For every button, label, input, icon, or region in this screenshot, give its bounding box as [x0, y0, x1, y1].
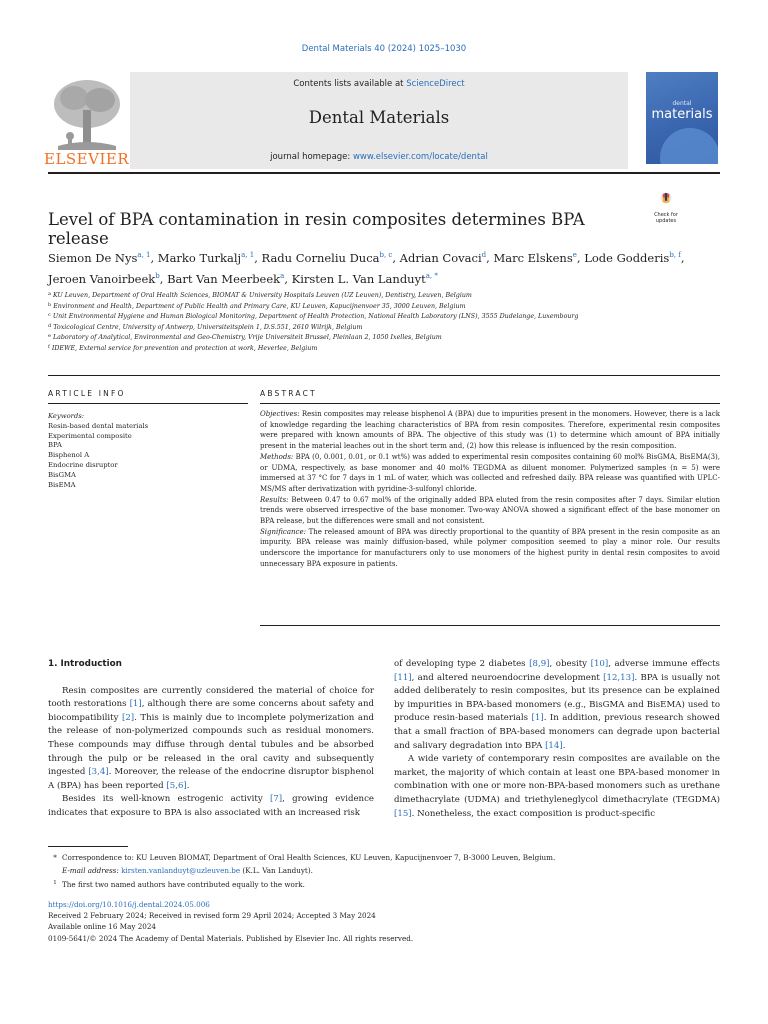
author-name[interactable]: Kirsten L. Van Landuyt [291, 272, 426, 286]
author-name[interactable]: Adrian Covaci [399, 251, 482, 265]
affiliation-item [48, 301, 708, 312]
abstract-section [260, 452, 720, 495]
abstract-section-label: Methods: [260, 452, 294, 461]
equal-contribution-text: The first two named authors have contributed equally to the work. [62, 880, 305, 889]
cover-title-small: dental [672, 100, 692, 107]
email-label: E-mail address: [62, 865, 122, 875]
cover-title-large: materials [651, 107, 713, 122]
body-paragraph: Resin composites are currently considered the material of choice for tooth restorations [1], although there are some concerns about safety and biocompatibility [2]. This is mainly due to incomplete polymerization and the release of non-polymerized compounds such as residual monomers. These compounds may diffuse through dental tubules and be absorbed through the pulp or be released in the oral cavity and subsequently ingested [3,4]. Moreover, the release of the endocrine disruptor bisphenol A (BPA) has been reported [5,6]. [48, 685, 375, 791]
journal-homepage-link[interactable]: www.elsevier.com/locate/dental [352, 152, 488, 162]
body-column-right [394, 658, 720, 821]
author-affiliation-marker[interactable]: b, c [379, 251, 393, 259]
abstract-section-label: Results: [260, 495, 289, 504]
cover-decoration [660, 128, 718, 164]
citation-link[interactable]: [1] [531, 713, 544, 724]
abstract-section-text: Resin composites may release bisphenol A (BPA) due to impurities present in the monomers. However, there is a lack of knowledge regarding the leaching characteristics of BPA from resin composites. Therefore, experimental resin composites were prepared with known amounts of BPA. The objective of this study was (1) to determine which amount of BPA initially present in the material leaches out in the short term and, (2) how this release is influenced by the resin composition. [260, 410, 721, 451]
citation-link[interactable]: [11] [394, 672, 412, 683]
section-divider [48, 375, 720, 376]
body-paragraph: Besides its well-known estrogenic activity [7], growing evidence indicates that exposure to BPA is also associated with an increased risk [48, 794, 374, 818]
abstract-section-text: Between 0.47 to 0.67 mol% of the originally added BPA eluted from the resin composites after 7 days. Similar elution trends were observed irrespective of the base monomer. Two-way ANOVA showed a significant effect of the base monomer on BPA release, but the differences were small and not consistent. [260, 495, 720, 526]
affiliation-letter: b [48, 301, 52, 308]
article-info-rule [48, 403, 248, 404]
author-list: Siemon De Nys$^{a, 1}$, Marko Turkalj$^{a, 1}$, Radu Corneliu Duca$^{b, c}$, Adrian Covaci$^d$, Marc Elskens$^e$, Lode Godderis$^{b, f}$, Jeroen Vanoirbeek$^b$, Bart Van Meerbeek$^a$, Kirsten L. Van Landuyt$^{a, *}$ [48, 251, 685, 286]
homepage-prefix: journal homepage: [270, 152, 353, 162]
author-affiliation-marker[interactable]: a, 1 [241, 251, 255, 259]
received-dates: Received 2 February 2024; Received in revised form 29 April 2024; Accepted 3 May 2024 [48, 911, 376, 921]
affiliation-text: IDEWE, External service for prevention and protection at work, Heverlee, Belgium [51, 344, 318, 352]
check-for-updates-icon[interactable] [646, 192, 686, 214]
affiliation-item [48, 290, 708, 301]
contents-prefix: Contents lists available at [293, 79, 407, 89]
correspondence-mark: * [53, 853, 57, 862]
abstract-section [260, 527, 720, 570]
affiliation-list [48, 290, 708, 354]
author-name[interactable]: Radu Corneliu Duca [261, 251, 380, 265]
abstract-bottom-rule [260, 625, 720, 626]
elsevier-wordmark: ELSEVIER [44, 150, 130, 168]
article-title: Level of BPA contamination in resin composites determines BPA release [48, 210, 585, 248]
body-paragraph: of developing type 2 diabetes [8,9], obesity [10], adverse immune effects [11], and altered neuroendocrine development [12,13]. BPA is usually not added deliberately to resin composites, but its presence can be explained by impurities in BPA-based monomers (e.g., BisGMA and BisEMA) used to produce resin-based materials [1]. In addition, previous research showed that a small fraction of BPA-based monomers can degrade upon bacterial and salivary degradation into BPA [14]. [394, 659, 720, 751]
author-affiliation-marker[interactable]: e [572, 251, 577, 259]
copyright-line: 0109-5641/© 2024 The Academy of Dental Materials. Published by Elsevier Inc. All rights reserved. [48, 933, 414, 943]
body-column-left [48, 658, 374, 821]
keyword-item: Experimental composite [48, 431, 132, 440]
citation-link[interactable]: [10] [590, 659, 609, 669]
homepage-line [130, 152, 628, 162]
header-divider [48, 172, 720, 174]
publication-info [48, 899, 720, 944]
keyword-item: BisGMA [48, 470, 76, 479]
email-link[interactable]: kirsten.vanlanduyt@uzleuven.be [121, 865, 241, 875]
article-info-heading: ARTICLE INFO [48, 389, 126, 398]
email-note [48, 865, 720, 878]
correspondence-note [48, 852, 720, 865]
author-affiliation-marker[interactable]: a [280, 272, 285, 280]
introduction-left-text [48, 685, 374, 821]
citation-link[interactable]: [1] [129, 699, 142, 710]
author-affiliation-marker[interactable]: b, f [669, 251, 681, 259]
footnote-rule [48, 846, 128, 847]
introduction-heading: 1. Introduction [48, 659, 122, 669]
author-name[interactable]: Bart Van Meerbeek [167, 272, 281, 286]
affiliation-text: KU Leuven, Department of Oral Health Sciences, BIOMAT & University Hospitals Leuven (UZ Leuven), Dentistry, Leuven, Belgium [52, 292, 472, 299]
introduction-right-text [394, 658, 720, 821]
affiliation-letter: a [48, 291, 51, 297]
online-date: Available online 16 May 2024 [48, 922, 156, 932]
citation-link[interactable]: [15] [394, 808, 412, 819]
contents-line [130, 79, 628, 89]
abstract-section-label: Significance: [260, 527, 306, 536]
author-affiliation-marker[interactable]: d [481, 251, 487, 259]
journal-reference-link[interactable]: Dental Materials 40 (2024) 1025–1030 [301, 44, 467, 54]
author-name[interactable]: Jeroen Vanoirbeek [48, 272, 156, 286]
author-affiliation-marker[interactable]: b [155, 272, 160, 280]
equal-contribution-note [48, 877, 720, 892]
affiliation-item [48, 343, 708, 354]
author-name[interactable]: Marc Elskens [493, 251, 573, 265]
affiliation-item [48, 332, 708, 343]
abstract-section-text: The released amount of BPA was directly proportional to the quantity of BPA present in the resin composite as an impurity. BPA release was mainly diffusion-based, while polymer composition seemed to play a minor role. Our results underscore the importance for manufacturers only to use monomers of the highest purity in dental resin composites to avoid unnecessary BPA exposure in patients. [260, 527, 721, 568]
abstract-section [260, 495, 720, 527]
abstract-section-text: BPA (0, 0.001, 0.01, or 0.1 wt%) was added to experimental resin composites containing 60 mol% BisGMA, BisEMA(3), or UDMA, respectively, as base monomer and 40 mol% TEGDMA as diluent monomer. Polymerized samples (n = 5) were immersed at 37 °C for 7 days in 1 mL of water, which was collected and refreshed daily. BPA release was quantified with UPLC-MS/MS after derivatization with pyridine-3-sulfonyl chloride. [260, 452, 720, 493]
affiliation-letter: f [48, 343, 50, 350]
keyword-item: Bisphenol A [48, 451, 90, 460]
abstract-section [260, 409, 720, 452]
abstract-body [260, 409, 720, 570]
body-paragraph: A wide variety of contemporary resin composites are available on the market, the majority of which contain at least one BPA-based monomer in combination with one or more non-BPA-based monomers such as urethane dimethacrylate (UDMA) and triethyleneglycol dimethacrylate (TEGDMA) [15]. Nonetheless, the exact composition is product-specific [394, 754, 720, 819]
abstract-heading: ABSTRACT [260, 389, 317, 398]
citation-link[interactable]: [14] [545, 740, 563, 751]
abstract-section-label: Objectives: [260, 410, 300, 418]
affiliation-item [48, 311, 708, 322]
check-for-updates-label[interactable]: Check for updates [654, 212, 678, 224]
keyword-item: Endocrine disruptor [48, 460, 118, 469]
doi-link[interactable]: https://doi.org/10.1016/j.dental.2024.05.006 [48, 900, 210, 909]
author-name[interactable]: Siemon De Nys [48, 251, 138, 265]
citation-link[interactable]: [7] [269, 794, 283, 805]
affiliation-letter: d [48, 322, 52, 329]
author-affiliation-marker[interactable]: a, * [425, 272, 438, 280]
abstract-rule [260, 403, 720, 404]
affiliation-letter: c [48, 312, 51, 319]
affiliation-text: Environment and Health, Department of Public Health and Primary Care, KU Leuven, Kapucijnenvoer 35, 3000 Leuven, Belgium [53, 302, 466, 310]
equal-mark: 1 [53, 880, 57, 886]
keyword-item: BPA [48, 441, 62, 450]
citation-link[interactable]: [8,9] [529, 659, 550, 669]
author-affiliation-marker[interactable]: a, 1 [137, 251, 151, 259]
keyword-item: Resin-based dental materials [48, 421, 149, 430]
correspondence-text: Correspondence to: KU Leuven BIOMAT, Department of Oral Health Sciences, KU Leuven, Kapucijnenvoer 7, B-3000 Leuven, Belgium. [62, 853, 556, 862]
journal-name: Dental Materials [308, 108, 450, 127]
citation-link[interactable]: [2] [121, 712, 135, 723]
affiliation-text: Unit Environmental Hygiene and Human Biological Monitoring, Department of Health Protection, National Health Laboratory (LNS), 3555 Dudelange, Luxembourg [52, 313, 579, 321]
author-name[interactable]: Lode Godderis [584, 251, 670, 265]
journal-cover-thumbnail[interactable] [646, 72, 718, 164]
keywords-block [48, 412, 248, 490]
citation-link[interactable]: [3,4] [88, 767, 109, 778]
sciencedirect-link[interactable]: ScienceDirect [406, 79, 465, 89]
keywords-label: Keywords: [48, 412, 85, 420]
affiliation-item [48, 322, 708, 333]
affiliation-text: Toxicological Centre, University of Antwerp, Universiteitsplein 1, D.S.551, 2610 Wilrijk, Belgium [53, 323, 363, 331]
affiliation-text: Laboratory of Analytical, Environmental and Geo-Chemistry, Vrije Universiteit Brussel, Pleinlaan 2, 1050 Ixelles, Belgium [52, 334, 442, 342]
affiliation-letter: e [48, 333, 51, 340]
citation-link[interactable]: [5,6] [166, 780, 187, 791]
citation-link[interactable]: [12,13] [603, 672, 635, 683]
author-name[interactable]: Marko Turkalj [157, 251, 242, 265]
email-suffix: (K.L. Van Landuyt). [240, 865, 313, 875]
keyword-item: BisEMA [48, 480, 76, 489]
keyword-list [48, 422, 248, 491]
footnotes [48, 852, 720, 892]
